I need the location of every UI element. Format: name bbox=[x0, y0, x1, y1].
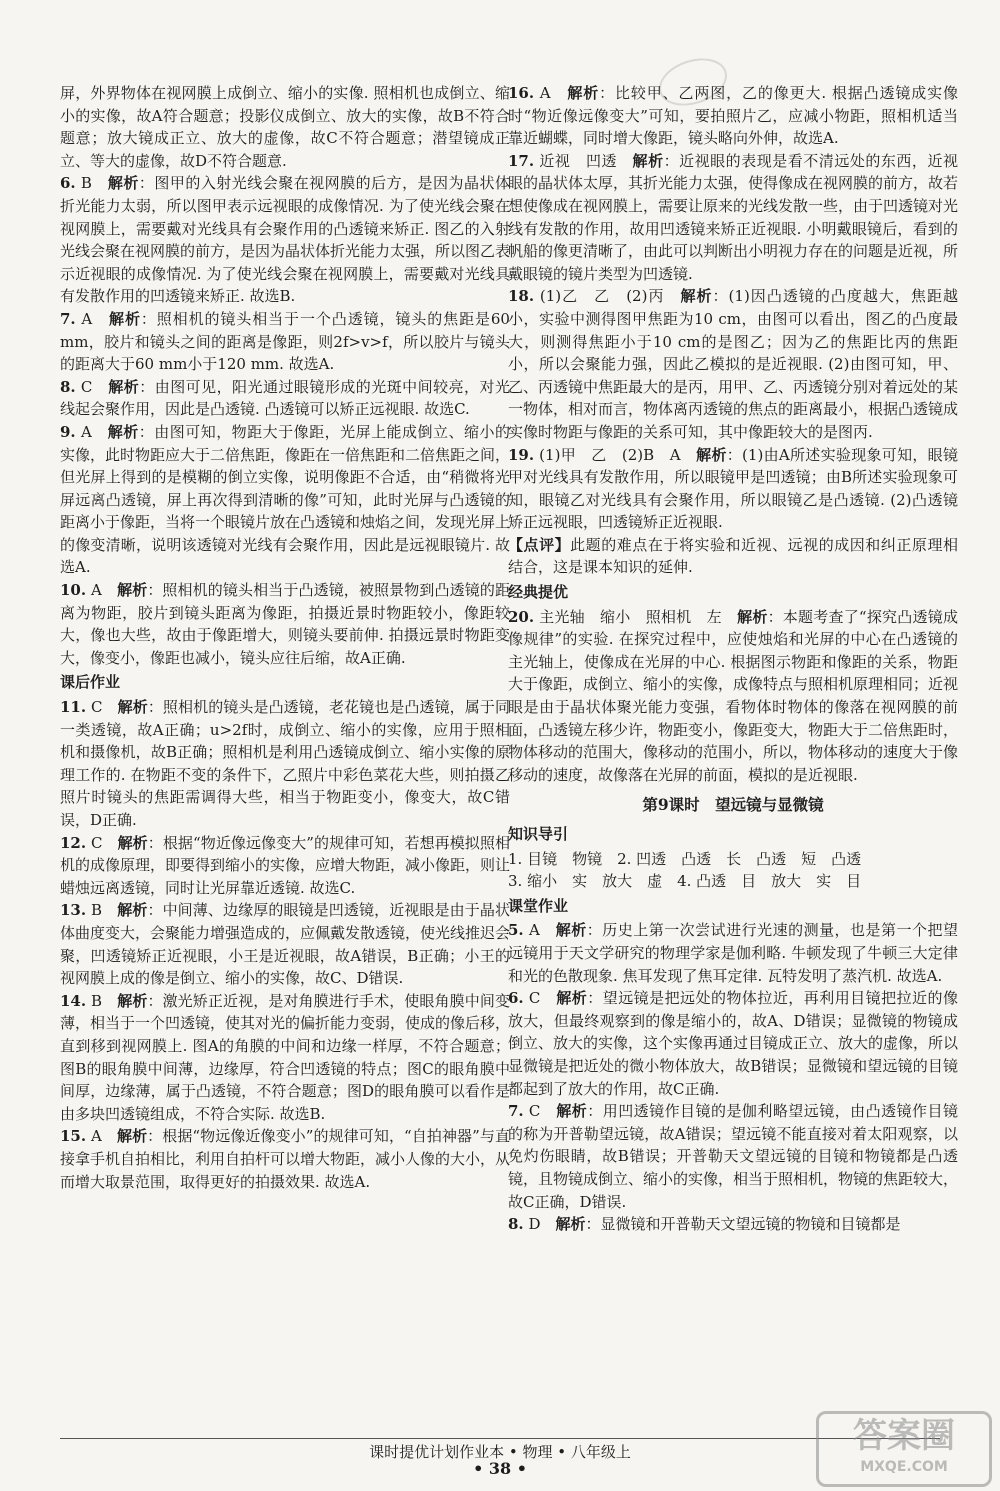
analysis-text: ：由图可知，物距大于像距，光屏上能成倒立、缩小的实像，此时物距应大于二倍焦距，像距在一倍焦距和二倍焦距之间，但光屏上得到的是模糊的倒立实像，说明像距不合适，由“稍微将光屏远离凸透镜，屏上再次得到清晰的像”可知，此时光屏与凸透镜的距离小于像距，当将一个眼镜片放在凸透镜和烛焰之间，发现光屏上的像变清晰，说明该透镜对光线有会聚作用，因此是远视眼镜片. 故选A. bbox=[60, 422, 511, 577]
watermark-url: MXQE.COM bbox=[860, 1459, 948, 1475]
analysis-text: ：中间薄、边缘厚的眼镜是凹透镜，近视眼是由于晶状体曲度变大，会聚能力增强造成的，应佩戴发散透镜，使光线推迟会聚，凹透镜矫正近视眼，小王是近视眼，故A错误，B正确；小王的视网膜上成的像是倒立、缩小的实像，故C、D错误. bbox=[60, 901, 511, 988]
answer-item bbox=[508, 987, 958, 1100]
watermark-title: 答案圈 bbox=[853, 1416, 955, 1456]
answer-item bbox=[508, 606, 958, 787]
analysis-text: ：本题考查了“探究凸透镜成像规律”的实验. 在探究过程中，应使烛焰和光屏的中心在凸透镜的主光轴上，使像成在光屏的中心. 根据图示物距和像距的关系，物距大于像距，成倒立、缩小的实像，成像特点与照相机原理相同；近视眼是由于晶状体聚光能力变强，看物体时物体的像落在视网膜的前面，凸透镜左移少许，物距变小，像距变大，物距大于二倍焦距时，物体移动的范围大，像移动的范围小，所以，物体移动的速度大于像移动的速度，故像落在光屏的前面，模拟的是近视眼. bbox=[508, 607, 959, 784]
answer-choice: A bbox=[539, 84, 551, 102]
analysis-text: ：激光矫正近视，是对角膜进行手术，使眼角膜中间变薄，相当于一个凹透镜，使其对光的偏折能力变弱，使成的像后移，直到移到视网膜上. 图A的角膜的中间和边缘一样厚，不符合题意；图B的眼角膜中间薄，边缘厚，符合凹透镜的特点；图C的眼角膜中间厚，边缘薄，属于凸透镜，不符合题意；图D的眼角膜可以看作是由多块凹透镜组成，不符合实际. 故选B. bbox=[60, 991, 511, 1123]
analysis-text: ：近视眼的表现是看不清远处的东西，近视眼的晶状体太厚，其折光能力太强，使得像成在视网膜的前方，故若想使像成在视网膜上，需要让原来的光线发散一些，由于凹透镜对光线有发散的作用，故用凹透镜来矫正近视眼. 小明戴眼镜后，看到的帆船的像更清晰了，由此可以判断出小明视力存在的问题是近视，所戴眼镜的镜片类型为凹透镜. bbox=[508, 151, 959, 283]
answer-choice: D bbox=[528, 1215, 541, 1234]
question-number: 17. bbox=[508, 151, 535, 170]
answer-item bbox=[60, 990, 510, 1126]
answer-item bbox=[508, 82, 958, 150]
analysis-text: ：图甲的入射光线会聚在视网膜的后方，是因为晶状体折光能力太弱，所以图甲表示远视眼的成像情况. 为了使光线会聚在视网膜上，需要戴对光线具有会聚作用的凸透镜来矫正. 图乙的入射光线会聚在视网膜的前方，是因为晶状体折光能力太强，所以图乙表示近视眼的成像情况. 为了使光线会聚在视网膜上，需要戴对光线具有发散作用的凹透镜来矫正. 故选B. bbox=[60, 174, 511, 306]
footer-divider bbox=[60, 1438, 940, 1439]
answer-line: 1. 目镜 物镜 2. 凹透 凸透 长 凸透 短 凸透 bbox=[508, 849, 862, 868]
section-heading: 知识导引 bbox=[508, 825, 569, 843]
page-number: • 38 • bbox=[473, 1459, 527, 1478]
question-number: 8. bbox=[60, 377, 76, 396]
answer-item bbox=[508, 150, 958, 286]
answer-item bbox=[508, 1100, 958, 1213]
analysis-label: 解析 bbox=[117, 833, 148, 852]
answer-choice: C bbox=[528, 989, 541, 1008]
comment-paragraph bbox=[508, 534, 958, 579]
answer-item bbox=[60, 696, 510, 832]
analysis-label: 解析 bbox=[737, 607, 768, 626]
question-number: 12. bbox=[60, 833, 87, 852]
analysis-label: 解析 bbox=[567, 84, 600, 102]
answer-choice: C bbox=[528, 1102, 541, 1121]
question-number: 20. bbox=[508, 607, 535, 626]
question-number: 9. bbox=[60, 422, 76, 441]
answer-line: 3. 缩小 实 放大 虚 4. 凸透 目 放大 实 目 bbox=[508, 872, 862, 891]
answer-choice: C bbox=[90, 833, 103, 852]
answer-item bbox=[60, 899, 510, 989]
lesson-title: 第9课时 望远镜与显微镜 bbox=[642, 795, 824, 815]
analysis-text: ：比较甲、乙两图，乙的像更大. 根据凸透镜成实像时“物近像远像变大”可知，要拍照片乙，应减小物距，照相机适当靠近蝴蝶，同时增大像距，镜头略向外伸，故选A. bbox=[508, 84, 958, 148]
watermark-logo bbox=[816, 1411, 992, 1487]
answer-item bbox=[60, 376, 510, 421]
analysis-label: 解析 bbox=[696, 445, 727, 464]
analysis-label: 解析 bbox=[632, 151, 664, 170]
question-number: 11. bbox=[60, 698, 87, 717]
analysis-text: ：历史上第一次尝试进行光速的测量，也是第一个把望远镜用于天文学研究的物理学家是伽利略. 牛顿发现了牛顿三大定律和光的色散现象. 焦耳发现了焦耳定律. 瓦特发明了蒸汽机. 故选A. bbox=[508, 921, 958, 985]
analysis-text: ：显微镜和开普勒天文望远镜的物镜和目镜都是 bbox=[585, 1215, 901, 1234]
analysis-label: 解析 bbox=[680, 287, 713, 306]
answer-choice: A bbox=[91, 581, 102, 600]
analysis-label: 解析 bbox=[109, 309, 141, 328]
analysis-text: ：用凹透镜作目镜的是伽利略望远镜，由凸透镜作目镜的称为开普勒望远镜，故A错误；望远镜不能直接对着太阳观察，以免灼伤眼睛，故B错误；开普勒天文望远镜的目镜和物镜都是凸透镜，且物镜成倒立、缩小的实像，相当于照相机，物镜的焦距较大，故C正确，D错误. bbox=[508, 1102, 959, 1211]
answer-item bbox=[508, 444, 958, 534]
answer-choice: C bbox=[90, 698, 103, 717]
answer-choice: 主光轴 缩小 照相机 左 bbox=[539, 607, 722, 626]
right-column bbox=[508, 82, 958, 1236]
question-number: 18. bbox=[508, 287, 535, 306]
question-number: 13. bbox=[60, 901, 87, 920]
section-heading: 课堂作业 bbox=[508, 896, 569, 915]
answer-choice: B bbox=[80, 174, 92, 193]
answer-choice: B bbox=[91, 901, 103, 920]
answer-choice: (1)甲 乙 (2)B A bbox=[539, 445, 681, 464]
analysis-text: ：照相机的镜头是凸透镜，老花镜也是凸透镜，属于同一类透镜，故A正确；u>2f时，成倒立、缩小的实像，应用于照相机和摄像机，故B正确；照相机是利用凸透镜成倒立、缩小实像的原理工作的. 在物距不变的条件下，乙照片中彩色菜花大些，则拍摄乙照片时镜头的焦距需调得大些，相当于物距变小，像变大，故C错误，D正确. bbox=[60, 698, 510, 829]
answer-choice: C bbox=[80, 377, 93, 396]
answer-choice: (1)乙 乙 (2)丙 bbox=[539, 287, 665, 306]
analysis-text: ：照相机的镜头相当于凸透镜，被照景物到凸透镜的距离为物距，胶片到镜头距离为像距，拍摄近景时物距较小，像距较大，像也大些，故由于像距增大，则镜头要前伸. 拍摄远景时物距变大，像变小，像距也减小，镜头应往后缩，故A正确. bbox=[60, 581, 510, 667]
question-number: 19. bbox=[508, 445, 535, 464]
answer-choice: B bbox=[91, 991, 103, 1010]
comment-label: 【点评】 bbox=[508, 535, 571, 554]
answer-choice: A bbox=[81, 309, 93, 328]
section-heading: 经典提优 bbox=[508, 583, 569, 602]
analysis-label: 解析 bbox=[555, 1215, 586, 1234]
analysis-label: 解析 bbox=[117, 581, 148, 600]
question-number: 14. bbox=[60, 991, 87, 1010]
question-number: 5. bbox=[508, 921, 524, 940]
answer-choice: A bbox=[528, 921, 540, 940]
analysis-label: 解析 bbox=[117, 901, 148, 920]
footer-title: 课时提优计划作业本 • 物理 • 八年级上 bbox=[369, 1443, 631, 1461]
analysis-text: ：(1)因凸透镜的凸度越大，焦距越小，实验中测得图甲焦距为10 cm，由图可以看出，图乙的凸度最大，则测得焦距小于10 cm的是图乙；因为乙的焦距比丙的焦距小，所以会聚能力强，因此乙模拟的是近视眼. (2)由图可知，甲、乙、丙透镜中焦距最大的是丙，用甲、乙、丙透镜分别对着远处的某一物体，相对而言，物体离丙透镜的焦点的距离最小，根据凸透镜成实像时物距与像距的关系可知，其中像距较大的是图丙. bbox=[508, 287, 959, 441]
answer-item bbox=[60, 832, 510, 900]
answer-item bbox=[508, 1213, 958, 1236]
analysis-label: 解析 bbox=[117, 698, 148, 717]
analysis-label: 解析 bbox=[556, 989, 588, 1008]
left-column bbox=[60, 82, 510, 1193]
answer-item bbox=[60, 579, 510, 669]
answer-item bbox=[508, 285, 958, 443]
question-number: 15. bbox=[60, 1127, 87, 1146]
analysis-text: ：照相机的镜头相当于一个凸透镜，镜头的焦距是60 mm，胶片和镜头之间的距离是像距，则2f>v>f，所以胶片与镜头的距离大于60 mm小于120 mm. 故选A. bbox=[60, 309, 510, 374]
analysis-label: 解析 bbox=[116, 1127, 148, 1146]
analysis-text: ：由图可见，阳光通过眼镜形成的光斑中间较亮，对光线起会聚作用，因此是凸透镜. 凸透镜可以矫正远视眼. 故选C. bbox=[60, 377, 510, 419]
comment-text: 此题的难点在于将实验和近视、远视的成因和纠正原理相结合，这是课本知识的延伸. bbox=[508, 535, 958, 577]
analysis-label: 解析 bbox=[108, 377, 140, 396]
question-number: 10. bbox=[60, 581, 87, 600]
answer-item bbox=[60, 172, 510, 308]
question-number: 8. bbox=[508, 1215, 524, 1234]
analysis-text: ：望远镜是把远处的物体拉近，再利用目镜把拉近的像放大，但最终观察到的像是缩小的，故A、D错误；显微镜的物镜成倒立、放大的实像，这个实像再通过目镜成正立、放大的虚像，所以显微镜是把近处的微小物体放大，故B错误；显微镜和望远镜的目镜都起到了放大的作用，故C正确. bbox=[508, 989, 959, 1098]
analysis-label: 解析 bbox=[107, 174, 139, 193]
question-number: 7. bbox=[508, 1102, 524, 1121]
paragraph: 屏，外界物体在视网膜上成倒立、缩小的实像. 照相机也成倒立、缩小的实像，故A符合题意；投影仪成倒立、放大的实像，故B不符合题意；放大镜成正立、放大的虚像，故C不符合题意；潜望镜成正立、等大的虚像，故D不符合题意. bbox=[60, 84, 510, 170]
answer-item bbox=[60, 308, 510, 376]
question-number: 6. bbox=[508, 989, 524, 1008]
answer-item bbox=[60, 421, 510, 579]
answer-item bbox=[60, 1125, 510, 1193]
analysis-text: ：(1)由A所述实验现象可知，眼镜甲对光线具有发散作用，所以眼镜甲是凹透镜；由B所述实验现象可知，眼镜乙对光线具有会聚作用，所以眼镜乙是凸透镜. (2)凸透镜矫正远视眼，凹透镜矫正近视眼. bbox=[508, 445, 958, 532]
analysis-label: 解析 bbox=[556, 1102, 588, 1121]
question-number: 16. bbox=[508, 84, 535, 102]
answer-choice: 近视 凹透 bbox=[539, 151, 618, 170]
analysis-label: 解析 bbox=[117, 991, 148, 1010]
analysis-label: 解析 bbox=[107, 422, 139, 441]
question-number: 6. bbox=[60, 174, 76, 193]
analysis-text: ：根据“物远像近像变小”的规律可知，“自拍神器”与直接拿手机自拍相比，利用自拍杆可以增大物距，减小人像的大小，从而增大取景范围，取得更好的拍摄效果. 故选A. bbox=[60, 1127, 511, 1191]
answer-choice: A bbox=[80, 422, 92, 441]
question-number: 7. bbox=[60, 309, 76, 328]
answer-item bbox=[508, 919, 958, 987]
analysis-text: ：根据“物近像远像变大”的规律可知，若想再模拟照相机的成像原理，即要得到缩小的实像，应增大物距，减小像距，则让蜡烛远离透镜，同时让光屏靠近透镜. 故选C. bbox=[60, 833, 511, 897]
analysis-label: 解析 bbox=[555, 921, 587, 940]
answer-choice: A bbox=[90, 1127, 102, 1146]
section-heading: 课后作业 bbox=[60, 673, 121, 692]
